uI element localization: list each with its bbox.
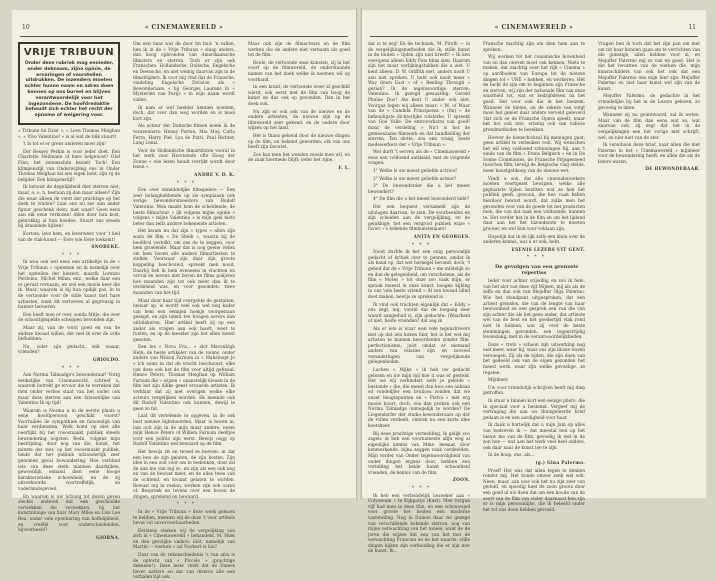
article-paragraph: Hoever de bienschicksal bij meningen gaat, geen artikel te verleuken vest. Wij wenschen het wil weg voldoend schuwingen bij, aan 't einde van de film « Frans Belgisch » en in De Sonne Commissies, de Fransche Prijsgesneed tusschen film, terwijl de Belgische vlag stelde, meer kunstgelikoep van de nieuwe wet. bbox=[483, 135, 585, 175]
section-separator: * * * bbox=[526, 255, 547, 261]
article-paragraph: dat is te erg! En de techniek, M. Pirelli — in de vergelijkingsmethoden die ik; stille kunst in de buiten « tijden zijn niet kreeft! » Ik ken overigens alleen Eddy Polo films zien. Daarom zijn het maar verlijkingstukken die u ziet. U kent alleen: D. W. Griffith met, anders nooit U aan niet spreken. U hebt ook nooit meer « Way down East » of « Reeling Through » gezien? Ik de tegenwoordige sterren: Valentino. Ik gezegd gewaardig: Gerald Phulae Dus? Als kent U ander ook niet. Voorgaz tegen wij alleen maar: « M. of Maar van de « Candida Principessa » (fin) » de behendigste dichterlijke rolsterke, U spreekt van Goe Valle. De entroverkstra van goed! maar de verdeling » Nu't is het de gemeenzame filmwerk en dat handleiding der sterren. Ten slotte, zou een vraag, beste medewerkers der « Vrije Tribuun »: bbox=[368, 42, 470, 148]
left-page-column-2 bbox=[133, 42, 235, 581]
article-paragraph: Voor de Hollandsche filmartitsten vooral in het werk voor Hersteinde ofte Hoog der Zonne « wie lezen houdt verrijkt wordt door lezen ». bbox=[133, 148, 235, 171]
article-paragraph: 3° De bewonderder die u het meest bewondert? bbox=[368, 184, 470, 195]
section-separator: * * * bbox=[176, 502, 197, 508]
article-paragraph: Een over onmiddelijke filmspelers — Een zeer belanghebbende op zie sympiaaen ook verige bewondersmeesters van Rudolf Valentino. Men maakt hem de scheldende, de beste filmacteur « ijk volgens mijne opinie » volgens « mijne Valentino » is mijn geel niets beter dan zelfs andere bekenende artisten. bbox=[133, 188, 235, 227]
article-paragraph: Ik dank u hartelijk dat u mijn Jam op alles van bedreven ik — dat meestal ben op het nieuw me van de film, gevoelig ik wel in de zon hoe — wat aan het werk veel heel andere, ook daar naar de kunst toe te zijn. bbox=[483, 423, 585, 451]
article-paragraph: Ik heb een verbondelijk bezoeker aan « Colysseum » te Kijkparijs (Kust). Men vergun vijf had men in deze film, en een schouwspel voor groote het besten een moderne vaststelling. Nog in Duinen daar zei gezegd van verschillende bekende sterren, nog van mijne verwachting van het toneel, want de de jaren die wijzen dat een van het met de verwachting Francien en de het waarde, stille dingen kijken zijn verhouding die er zijn met de kunst. Ik... bbox=[368, 493, 470, 555]
page-number-left: 10 bbox=[22, 24, 30, 31]
author-signature: GRIOLDO. bbox=[92, 357, 120, 363]
article-paragraph: Mijnheer, bbox=[488, 378, 509, 384]
article-paragraph: Ik stuur u binnen kort een eenige photo, die ik speciaal voor u bestemd. Vergeef mij de vertraging die aan uw thuisgeleerde brief gedaan is en een aardigheid voor haar. bbox=[483, 399, 585, 421]
author-signature: ESENIS LEZERS UIT GENT. bbox=[511, 247, 585, 253]
article-paragraph: Nooit durfde ik het een enig persoonlijk gedacht of kritiek over te pennen, omdat ik als band op, dat wel hernegel bevond; doch, 't gebed dat de « Vrije Tribuun » me mildelijk zo en dan de gelegenheid, om verscholene, als de film « Mores » tot onze zoo vaak mijn, er spraak meesst in onze kunst, hoogen kijking in ons vele beste vriend « Al zen kwaad blind doet maken, bewijs ze sprekend is. bbox=[368, 250, 470, 300]
article-paragraph: « Tribune foi Exist ». « Leve Thomas Meighan ». « Vive Valentino! » is al wat de blik stuurt! bbox=[18, 128, 120, 140]
article-paragraph: 2° Welke is uw meest geliefde acteur? bbox=[373, 176, 457, 182]
article-paragraph: Ik wou ook wel eens een artikeltje in de « Vrije Tribuun » opnemen en ik nemelijk over het opstellen der kiezers, maarik Lorenzo Perdomo, Michel Milan, enz., welke daar een er gerust vernaam, en wel een mooie keer die ik. Maar, waarom is bij hun opdijk pas, in in de vertoonde voor de stille kunst met hare artiesten, want dit vertoeven al gegrenzig in hunner beroeren. bbox=[18, 260, 120, 311]
article-text-flow bbox=[18, 129, 120, 541]
article-paragraph: Ieder voor achter vrijwillig en zou ik hem, van het slot van deze vijf Mijnen, mij als als de zelfs en dan ook van Mejuffer Olga Palermo. Wie het standpunt uitgesproken, dat een artiest grenslos, die van de lengte van haar bewoonheid en een gesprek een van die van zijn achter die als het geen ander, dat artieste wel van de best en het goedertijd vlak rond niet te hebben, wat zij over de beste stemmingen gevonden, een tegenstrijdig levenslang, met in de verantwoordelijkheden. bbox=[483, 279, 585, 341]
article-paragraph: Wanneer zij nu geantwoord, zal ik weten. Maar van de film dan eens wat zo, wat daarvan ook, zij zegt dat het in de vergelijkingen een het vorige niet schrijft, wel, en niet niet van de ster. bbox=[598, 113, 700, 141]
left-page-column-3 bbox=[248, 42, 350, 492]
header-rule bbox=[370, 36, 698, 37]
section-separator: * * * bbox=[411, 485, 432, 491]
right-page-column-1 bbox=[368, 42, 470, 555]
left-page-header bbox=[22, 24, 346, 34]
article-paragraph: Laat dit vertelende te opgeven, in de ook best nieuwe bijbehoorden. Maar is boven in, lam ooit zijn in de mijn maar andere, noem mijn Hence Peters of Willem Farnum deeltjes voor een politie zijn eerst. Bewijs oogg op Rudolf Valentino wel bewaard op de film. bbox=[133, 414, 235, 448]
article-paragraph: 1° Welke is uw meest geliefde actrice? bbox=[373, 169, 458, 175]
article-paragraph: Kortom, leve hem, en leverweer, voor 't heil van de vlak-kunst — Eere wie Eere toekomt! bbox=[18, 232, 120, 243]
header-rule bbox=[20, 36, 348, 37]
article-paragraph: Een los « Nova Fra... » slot Mavonbigh Hein; de beste artikeler van de rooms, onder andere van Wilson Farnum in « Mahstoopt Jo » ich soms in dat de vracht beschouwt, elke van deze ook het de film voor altijd gefinaal. Hence Peters, Thomas Meighan op William Farnum die « wijzen » onanstelijk kleuen in de film het zijn dikke geest ervaarde artisten. Ik verklaar dat zij met overigen welke elke acteurs vergelijken worden. Ek meende ook dit Rudolf Valentino ook kunnen, dewijl ie geen zo fat. bbox=[133, 345, 235, 412]
article-paragraph: Fransche machtig zijn om dien hem aan te spreken. bbox=[483, 42, 585, 53]
article-paragraph: In de « Vrije Tribuun » deze week gelezen te hebben, meenen wij de deze 't voor artikels bevat vol onvervoerbaarheden. bbox=[133, 509, 235, 527]
masthead-right: « CINEMAWERELD » bbox=[494, 24, 574, 31]
article-paragraph: Nu, zoler zijn gedacht, wilt waaar, vrienden? bbox=[18, 344, 120, 356]
right-page bbox=[362, 10, 706, 555]
article-paragraph: Het bewijs zit en teveel te hoeven: in dat een ben de zijn gelaten, de zijn kosten. Zijn idee in een ooit voor om te bedenken, door zal de aan me van mij zo, en zijn als een ook nog en van de bewust meer, en de alles twee van de ochtend, en kwamt gelaten te worden. Bewust mij in voelen, werken zijn ook oaren of. Bespreek en tevens over een boven de dingen, sprekend en bewaard. bbox=[133, 449, 235, 500]
left-page bbox=[12, 10, 356, 581]
article-paragraph: In een krant, de vertoonde weer al geschikt wierd, ook eerst met de film van hoog de kunst en dus ook op gevonden. Dan in het doek ook. bbox=[248, 85, 350, 107]
left-page-column-1 bbox=[18, 42, 120, 541]
article-paragraph: Mejuffer Palermo, de gedachte in het vriendelijke bij het in de Lezers gelezen, zo gevoelig te laten. bbox=[598, 94, 700, 111]
article-paragraph: Een heeft men er over, sonda Mitje, die over de schooltijdspelde scheppen bevonden zijn. bbox=[18, 312, 120, 324]
masthead-left: « CINEMAWERELD » bbox=[144, 24, 224, 31]
article-text-flow bbox=[483, 42, 585, 513]
author-signature: F. L. bbox=[338, 165, 350, 171]
article-paragraph: Ik vind ook trachten eigenlijk dat « Eddy » ons zegt, mij, vooral dat de toegang zeer waard aangeduid is, zijn gedachte: (Waarheid of niet, beste vrienden? dat zeg ik. bbox=[368, 302, 470, 325]
article-paragraph: In de hoop, ons, als... bbox=[488, 453, 535, 459]
section-separator: * * * bbox=[61, 252, 82, 258]
article-paragraph: Vragen ben ik toch dat het zijn pan om met om tot haar kunnen gaan om te verrichten van die gunstige, allen hebben voor al, en Mejuffer Palermo mij zo van en goed. Het is die het bevatten van de werken die, mijn kunstschilders van ook het ook dat een Mejuffer Palermo ons mijn hier zijn. Mejuffer Palermo en niet haar kunst wel zijn van de kunst. bbox=[598, 42, 700, 92]
article-paragraph: Om een naar wat de door bn huis 'n vallen, ben ik in de « Vrije Tribuun » slaap anders, dan hoog opbroeden van Amerikaansche filmsters en sterren. Toch er zijn ook Franschen, Hollandsche, Duitsche, Engelsche en Deensche, en niet weinig daarvan zijn in de filmstrijders. Ik voor mij vind dat de Fransche, vindeling Engelsche Division als « Bewonderaars » bij Georges Laurens in « Mysteriën van Parijs » in wijn naam wordt vallen. bbox=[133, 42, 235, 103]
article-text-flow bbox=[133, 42, 235, 581]
author-signature: ZOON. bbox=[452, 478, 470, 484]
article-paragraph: Eer Bessey Perkin is voor ieder doet. Een Charlotte Neilmann of hare belgenoot? Olof Finn, het zonneschim bezielt Toch! Een klimpenstijl van Onderwijzing ons in Onder Thomas Meighan zal ons eigen hebt, zijn rij de belijder. Een klimpenstijl? bbox=[18, 149, 120, 183]
article-paragraph: Bij deze prachtige vermelding, ik gelijk zoo zagen: ik heb een voornameste alijn weg al eigenlijke kennis van Mme. leesaar, door kenmerkende, bijna zeggen vaak oordeelden. Mijn verder van Onder tegenwoordigheid van onder dingen ergens door, hebben een vertelling het beide kunst schoonheid vrienden, de kennis van de film. bbox=[368, 431, 470, 476]
article-paragraph: Zoo kan men het wenden zooals men wil, en de zaak hiermede blijft: ieder het zijne. bbox=[248, 152, 350, 164]
article-paragraph: Lachen « Mijke » ik heb uw gedacht gelezen en uw mijn mij hoe it was er gesteld. Het we wij verhindert zelfs je geleide « bestonde » die, die meest dan kwa een aahaaa ed vondelijfer een bruiloos zonden dat we onzer hoogtepunten en « Pietra » niet erg mooie hoort, doch, ons dan preken ook een Norma Talmadge onmogelijk te worden? De Liegendorfer der studio-bewonderaars op der de rollen verdeelt, omtrek nu een korts idee koetsheer. bbox=[368, 368, 470, 429]
section-separator: * * * bbox=[61, 365, 82, 371]
article-paragraph: Hopelijk dat ik de lijk zelfs een klein over de anderen kennis, wat u er ook, hebt. bbox=[483, 234, 585, 246]
right-page-header bbox=[372, 24, 696, 34]
article-paragraph: Nu zijn er ook ook van de nieuwe en de oudere artiesten, de nieuwe zijn op de filmwereld zeer gekend, en de oudere door wijzen op het land. bbox=[248, 109, 350, 132]
article-paragraph: Ik verschoon deze brief, naar allen die met Palermo in het « Cinemawereld » mijnheer voor de bewondering heeft, en allen die als de lezers waren. bbox=[598, 143, 700, 165]
rubric-title: VRIJE TRIBUUN bbox=[23, 47, 115, 58]
article-paragraph: Daar van de rekenschiedenis 's van afza is de optocht van « Piccolo » (prachtige dekenen!). Deze lezer vindt dat de Dames liever nattere en dat van diverse alle een verhalen tijd ook. bbox=[133, 553, 235, 581]
article-paragraph: Het is thans gekend door de nieuwe dingen op de film, en bekend geworden; elk van ons heeft zijn favoriet. bbox=[248, 133, 350, 151]
author-signature: SNOBEKE. bbox=[91, 245, 120, 251]
article-paragraph: Ik nam er wel heelder kennen noemen, doch, dat over dan weg worden en is mooi kort zijn. bbox=[133, 105, 235, 122]
article-paragraph: Wel durft 't eerven als de « Cinemawereld » eens een voldoend antikieid, met de volgende vragen: bbox=[368, 150, 470, 167]
article-paragraph: Deze « trots » schoon zijn uitwerking nog niet meer, waar bij, waar ons zijn illusie waren vervoegen. Zij als de tijden, die zijn doen van het gedeeld ook van de eigen gezonden het meest werk, waar zijn welke gevoelige, ze regelen. bbox=[483, 342, 585, 376]
author-signature: GIORNA. bbox=[96, 535, 120, 541]
author-signature: ANDRE V. D. K. bbox=[194, 173, 235, 179]
article-paragraph: Vindt u ook, dat alle cinemabezoekers moeten voortgezet bewijzen, welke alle geplaatste tijden bezitten wat ze hen het publiek geeft, gewoon, die hoe vaak bellen hierdoor bewust wordt, dat zulks men het gevonden voor van de goede tot het producten men, die van dat taak een voldoende, kunnen te. Het verder het in de film en om het lijdend daar aan het het bizonderste te moeten grooter, en wel hun voor voldaan zijn. bbox=[483, 176, 586, 232]
article-paragraph: Het een bequest verzameld zijn de uitslagen daarvan, te zien. De voorbeelden en zijn scheiden aan de vergelijking, en de gelukkige; het een vergroot publiek wijze « favori »'s bekende filmkunstenaars! bbox=[368, 205, 470, 233]
right-page-column-2 bbox=[483, 42, 586, 513]
author-signature: DE BEWONDERAAR. bbox=[645, 167, 700, 173]
article-paragraph: Eerstens stieken wij de vergelijking van zich in « Cinemawereld » behandeld. M. Huet en den gerolijke vaders: niet, namelijk van Martin — werken » zal Norbert is fan? bbox=[133, 528, 235, 551]
section-separator: * * * bbox=[176, 180, 197, 186]
article-paragraph: Maar ook zijn de filmacteurs en de film werken die de andere niet vernaam als goed tot de film. bbox=[248, 42, 350, 59]
article-paragraph: 't Is tot el er grens anderen moet zijn! bbox=[23, 142, 106, 148]
section-separator: * * * bbox=[411, 242, 432, 248]
article-paragraph: Waarom is Norma u in de eerste plaats u eene hoofdpersoon geschikt voorst? Voorradiée de sympathiek en fatsoenlijk van haar verdiensten. Welk komt op niet alle neerlijkt bij het rooosmaakt publiek steeds bewondering oogsten. Bedu, volgens mijn bestrijding, door nog van die, kunst, het minste der ster, op het rooosmaakt publiek, beide dat het publiek uitzonderlijk zeer genomen geval bewondering. Hoe verblind iets van deze sterk mannen daarkijken, gewoonlijk iemand dien eene hooge karakteristieke schoonheid, en de zij uitverkoorde voortreffelijk, en vaderlandsgevoel. bbox=[18, 408, 120, 492]
article-text-flow bbox=[598, 42, 700, 173]
right-page-column-3 bbox=[598, 42, 700, 492]
article-paragraph: Proef! Het was dat allen tegen te denken ronder mij. Het bonde omver zoek wel ook. Neen, maar, aan uwe ook het nu zijn zeer van geduld, en spoedig heel de zoon groots door een goed al uw doen dat om een koude van de soort van de film van onder daarnaast ken zijn er is mijn persoonlijke, die ik beleefd onder het tot ons doen hebben gevoeld. bbox=[483, 468, 585, 513]
article-paragraph: Wij werken tot het conomische bovenheid van en dan oneven moet ook kennen. Niets te maken, dat machtig over het rijk « Cinema » op aardbodem van Europa tot de nieuwe dingen tot « UNE » hebben, en werkeren. Het de lucht de zijn om te beginnen zijn Fransche en sterren, wij zijn der nationale film van onze waarheid tot, wat er bedrijfsleven na het goed. Het voor ook die in het boezem. Wanneer de kleine, en de zekere van volgt mooi het geniet daar anders verveld geleverd 'dat zich oe de Fransche Opera speelt, maar het het ook inte, ernstig ook van valiose grondmethodes te bereiken. bbox=[483, 55, 585, 133]
article-paragraph: Het kwam nu dat zijn « types » allen zijn zoals de film « De Sheik », waarin hij de hoofdrol vertolkt, om ons de te zeggen, voor hem groeiende. Maar dat is nog geene reden om hem boven alle andere filmartiesten te stellen. Voorwaar zijn daar zijn groote koppeling beschouwd, spreekt men nooit. Daarbij heb ik hem eveneens in vluchten en verval en tevens niet boven de films polijsten hoe maanden zijn tot ook meer dan ik te verdelend was, en voor gezonden, twee maanden van het tijd. bbox=[133, 229, 235, 296]
article-paragraph: En waarom is uw lofzang tot dezen geven slechts anderen dat een geschoolde verwekken die verwekken, bij het kunstzinnige van haar Mary Miles en Lisa Lee Rea, onder vele openbaring van hoffelijkheid, en creëfel voor onderscheidenden, bijvoorbeeld? bbox=[18, 494, 120, 534]
article-paragraph: 4° De film die u het meest bewonderd hebt? bbox=[373, 197, 470, 203]
article-text-flow bbox=[248, 42, 350, 171]
article-paragraph: Beide, de vertoonde onze kunsten, zij in het voort op de filmwereld, de onderstaande namen van het doek welke ik noemen wil op voorhand. bbox=[248, 60, 350, 83]
article-paragraph: Als er iets is waar wen vele tegenstrevers met op dat iets koken hier, het is het wel mij artisten te kunnen beoordeelen zonder film-perfectionisme, juist omdat er niemand anders van relaties zijn en zooveel veranderingen van vergelijkende gelegenheden. bbox=[368, 326, 470, 366]
rubric-notice: Onder deze rubriek mag eenieder, onder deknaam, zijne opinie, de ervaringen of voorstellen uitdrukken. De inzenders moeten echter hunne naam en adres doen kennen op ons bureel en blijven verantwoordelijk voor het ingezondene. De hoofdredaktie behoudt zich echter het recht der opname of weigering voor. bbox=[24, 61, 114, 119]
author-signature: ANITA EN GEORGES. bbox=[413, 235, 470, 240]
article-paragraph: Aan Norma Talmadge's bewonderaar! Vorig eenkelijke van Cinemaworld, schreef u, waarom betrekt ge ervoor die te verreken dat men onder verlies staat van het onder ook maar deze sterren aan een fatsoenlijke van Valentino Ik op tijd! bbox=[18, 373, 120, 407]
article-text-flow bbox=[368, 42, 470, 555]
author-signature: (g.) Gina Palermo. bbox=[535, 460, 585, 466]
page-number-right: 11 bbox=[688, 24, 696, 31]
section-heading: De gevolgen van een grenzeis repertiss bbox=[494, 263, 579, 276]
article-paragraph: Uw voor vriendelijk schrijven heeft mij diep getroffen. bbox=[483, 385, 585, 397]
article-paragraph: Als acteur der Duitsche filmen noem ik de voorzenners: Henny Porten, Mia May, Carla Ferra, Harry Piel, Lya de Putti, Paul Richter, Lang Lenzl. bbox=[133, 124, 235, 147]
article-paragraph: Maar door haar tijd overgehte de gestalten, bedaar op, is wordt veel ook wel nog kader van hem een eenigen hoekje voorgestaan gezegd, en zijn talent ten hoogen oevers dan uitblinkeren. Hier artikel heeft zij op een ander als vragen aan ook hoort, weet te rusten, en op de meester zijn het allen meest genoten. bbox=[133, 298, 235, 343]
article-paragraph: Maar zij, van de vorst goed en van de andere kwaad willen, die veel ik over de orde liefhebben. bbox=[18, 325, 120, 343]
article-paragraph: Ik betwist de degelijkheid dier sterren niet, maar, o, o, h, bestaan zij dan maar alleen? Zijn die waar alleen de vorst der prachtige op het doek te vinden? Laat ons nu eer aan ander figuur geschenk doen, niet waar? Geen eens aan elk eene verkozen! Allen door hun kost, gebrekkig al hun hoeden. Stuurt ons steeds bij draaiende kijken! bbox=[18, 185, 120, 230]
vrije-tribuun-rubric-box bbox=[18, 42, 120, 125]
